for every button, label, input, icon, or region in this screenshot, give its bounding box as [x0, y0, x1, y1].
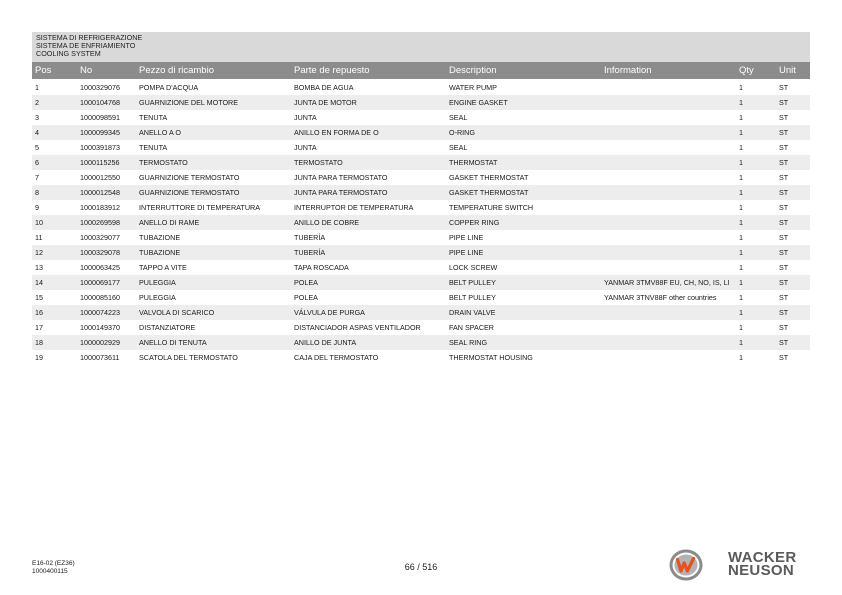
cell-qty: 1: [739, 248, 743, 257]
cell-pos: 10: [35, 218, 43, 227]
cell-spanish: POLEA: [294, 293, 318, 302]
cell-unit: ST: [779, 353, 789, 362]
cell-italian: PULEGGIA: [139, 278, 176, 287]
cell-information: YANMAR 3TMV88F EU, CH, NO, IS, LI: [604, 278, 730, 287]
cell-spanish: TUBERÍA: [294, 233, 326, 242]
cell-pos: 8: [35, 188, 39, 197]
cell-unit: ST: [779, 83, 789, 92]
cell-pos: 19: [35, 353, 43, 362]
cell-description: THERMOSTAT: [449, 158, 498, 167]
cell-pos: 7: [35, 173, 39, 182]
column-header-pos: Pos: [35, 65, 52, 76]
cell-unit: ST: [779, 143, 789, 152]
cell-pos: 4: [35, 128, 39, 137]
cell-unit: ST: [779, 308, 789, 317]
cell-spanish: POLEA: [294, 278, 318, 287]
cell-pos: 17: [35, 323, 43, 332]
table-row: [32, 320, 810, 335]
table-row: [32, 95, 810, 110]
cell-pos: 1: [35, 83, 39, 92]
cell-part-number: 1000085160: [80, 293, 120, 302]
cell-pos: 2: [35, 98, 39, 107]
cell-italian: GUARNIZIONE TERMOSTATO: [139, 188, 240, 197]
cell-qty: 1: [739, 338, 743, 347]
cell-spanish: DISTANCIADOR ASPAS VENTILADOR: [294, 323, 421, 332]
parts-table-body: [32, 80, 810, 365]
cell-qty: 1: [739, 233, 743, 242]
cell-italian: TENUTA: [139, 113, 168, 122]
cell-description: O-RING: [449, 128, 475, 137]
cell-description: BELT PULLEY: [449, 278, 496, 287]
cell-part-number: 1000002929: [80, 338, 120, 347]
cell-unit: ST: [779, 278, 789, 287]
page-number: 66 / 516: [404, 562, 438, 572]
cell-spanish: TERMOSTATO: [294, 158, 343, 167]
cell-part-number: 1000115256: [80, 158, 120, 167]
cell-spanish: JUNTA: [294, 143, 317, 152]
cell-unit: ST: [779, 158, 789, 167]
cell-unit: ST: [779, 323, 789, 332]
cell-italian: PULEGGIA: [139, 293, 176, 302]
cell-italian: ANELLO DI RAME: [139, 218, 200, 227]
cell-description: COPPER RING: [449, 218, 500, 227]
cell-pos: 5: [35, 143, 39, 152]
column-header-unit: Unit: [779, 65, 796, 76]
column-header-description: Description: [449, 65, 497, 76]
cell-italian: ANELLO DI TENUTA: [139, 338, 207, 347]
cell-qty: 1: [739, 278, 743, 287]
cell-pos: 6: [35, 158, 39, 167]
cell-spanish: JUNTA: [294, 113, 317, 122]
cell-pos: 13: [35, 263, 43, 272]
table-row: [32, 140, 810, 155]
cell-part-number: 1000098591: [80, 113, 120, 122]
table-row: [32, 245, 810, 260]
cell-spanish: JUNTA DE MOTOR: [294, 98, 357, 107]
footer-code: E16-02 (EZ36): [32, 560, 75, 567]
logo-line-1: WACKER: [728, 549, 797, 566]
cell-unit: ST: [779, 233, 789, 242]
cell-description: LOCK SCREW: [449, 263, 498, 272]
cell-italian: POMPA D'ACQUA: [139, 83, 199, 92]
cell-spanish: CAJA DEL TERMOSTATO: [294, 353, 379, 362]
cell-description: DRAIN VALVE: [449, 308, 496, 317]
column-header-italian: Pezzo di ricambio: [139, 65, 214, 76]
cell-spanish: VÁLVULA DE PURGA: [294, 308, 365, 317]
cell-unit: ST: [779, 293, 789, 302]
cell-italian: GUARNIZIONE TERMOSTATO: [139, 173, 240, 182]
cell-part-number: 1000099345: [80, 128, 120, 137]
cell-description: PIPE LINE: [449, 248, 484, 257]
cell-description: FAN SPACER: [449, 323, 494, 332]
cell-part-number: 1000063425: [80, 263, 120, 272]
cell-part-number: 1000329076: [80, 83, 120, 92]
cell-qty: 1: [739, 203, 743, 212]
cell-italian: GUARNIZIONE DEL MOTORE: [139, 98, 239, 107]
cell-unit: ST: [779, 98, 789, 107]
table-row: [32, 125, 810, 140]
cell-description: THERMOSTAT HOUSING: [449, 353, 533, 362]
column-header-no: No: [80, 65, 93, 76]
cell-spanish: ANILLO DE JUNTA: [294, 338, 357, 347]
cell-description: SEAL RING: [449, 338, 488, 347]
cell-description: BELT PULLEY: [449, 293, 496, 302]
cell-qty: 1: [739, 173, 743, 182]
cell-part-number: 1000104768: [80, 98, 120, 107]
wacker-neuson-logo: [728, 551, 796, 577]
cell-part-number: 1000183912: [80, 203, 120, 212]
cell-spanish: TAPA ROSCADA: [294, 263, 349, 272]
table-row: [32, 350, 810, 365]
cell-unit: ST: [779, 218, 789, 227]
cell-qty: 1: [739, 263, 743, 272]
column-header-information: Information: [604, 65, 652, 76]
cell-italian: ANELLO A O: [139, 128, 181, 137]
cell-italian: TUBAZIONE: [139, 248, 181, 257]
cell-pos: 15: [35, 293, 43, 302]
cell-unit: ST: [779, 188, 789, 197]
cell-part-number: 1000329078: [80, 248, 120, 257]
cell-qty: 1: [739, 323, 743, 332]
cell-italian: TAPPO A VITE: [139, 263, 187, 272]
wacker-neuson-w-icon: [668, 548, 704, 587]
cell-qty: 1: [739, 218, 743, 227]
column-header-qty: Qty: [739, 65, 754, 76]
cell-qty: 1: [739, 353, 743, 362]
table-row: [32, 155, 810, 170]
cell-spanish: ANILLO EN FORMA DE O: [294, 128, 379, 137]
section-title-bar: [32, 32, 810, 62]
cell-qty: 1: [739, 83, 743, 92]
cell-italian: DISTANZIATORE: [139, 323, 196, 332]
cell-qty: 1: [739, 158, 743, 167]
cell-qty: 1: [739, 143, 743, 152]
table-row: [32, 215, 810, 230]
cell-part-number: 1000073611: [80, 353, 120, 362]
cell-spanish: JUNTA PARA TERMOSTATO: [294, 188, 388, 197]
cell-spanish: JUNTA PARA TERMOSTATO: [294, 173, 388, 182]
cell-description: TEMPERATURE SWITCH: [449, 203, 534, 212]
cell-italian: TERMOSTATO: [139, 158, 188, 167]
cell-part-number: 1000069177: [80, 278, 120, 287]
cell-description: SEAL: [449, 113, 468, 122]
cell-description: ENGINE GASKET: [449, 98, 508, 107]
table-row: [32, 185, 810, 200]
cell-unit: ST: [779, 173, 789, 182]
cell-part-number: 1000149370: [80, 323, 120, 332]
table-row: [32, 305, 810, 320]
cell-part-number: 1000012548: [80, 188, 120, 197]
cell-description: SEAL: [449, 143, 468, 152]
cell-unit: ST: [779, 113, 789, 122]
table-row: [32, 275, 810, 290]
cell-pos: 18: [35, 338, 43, 347]
table-row: [32, 335, 810, 350]
section-title-english: COOLING SYSTEM: [36, 49, 101, 58]
logo-line-2: NEUSON: [728, 562, 794, 579]
table-header: [32, 62, 810, 79]
cell-unit: ST: [779, 338, 789, 347]
cell-description: PIPE LINE: [449, 233, 484, 242]
cell-qty: 1: [739, 293, 743, 302]
table-row: [32, 110, 810, 125]
table-row: [32, 200, 810, 215]
section-title-italian: SISTEMA DI REFRIGERAZIONE: [36, 33, 143, 42]
cell-pos: 16: [35, 308, 43, 317]
cell-unit: ST: [779, 128, 789, 137]
cell-pos: 3: [35, 113, 39, 122]
cell-part-number: 1000329077: [80, 233, 120, 242]
cell-spanish: INTERRUPTOR DE TEMPERATURA: [294, 203, 414, 212]
cell-information: YANMAR 3TNV88F other countries: [604, 293, 717, 302]
cell-italian: TENUTA: [139, 143, 168, 152]
table-row: [32, 230, 810, 245]
cell-unit: ST: [779, 203, 789, 212]
cell-italian: TUBAZIONE: [139, 233, 181, 242]
cell-pos: 12: [35, 248, 43, 257]
cell-description: WATER PUMP: [449, 83, 497, 92]
cell-italian: VALVOLA DI SCARICO: [139, 308, 215, 317]
cell-pos: 9: [35, 203, 39, 212]
cell-qty: 1: [739, 113, 743, 122]
cell-part-number: 1000012550: [80, 173, 120, 182]
cell-spanish: TUBERÍA: [294, 248, 326, 257]
column-header-spanish: Parte de repuesto: [294, 65, 370, 76]
cell-part-number: 1000074223: [80, 308, 120, 317]
table-row: [32, 80, 810, 95]
cell-qty: 1: [739, 98, 743, 107]
section-title-spanish: SISTEMA DE ENFRIAMIENTO: [36, 41, 136, 50]
footer-doc-number: 1000400115: [32, 567, 68, 575]
table-row: [32, 290, 810, 305]
cell-unit: ST: [779, 263, 789, 272]
cell-spanish: ANILLO DE COBRE: [294, 218, 360, 227]
cell-part-number: 1000391873: [80, 143, 120, 152]
cell-part-number: 1000269598: [80, 218, 120, 227]
cell-description: GASKET THERMOSTAT: [449, 188, 529, 197]
cell-pos: 11: [35, 233, 43, 242]
cell-unit: ST: [779, 248, 789, 257]
cell-qty: 1: [739, 308, 743, 317]
table-row: [32, 260, 810, 275]
table-row: [32, 170, 810, 185]
cell-qty: 1: [739, 128, 743, 137]
cell-italian: INTERRUTTORE DI TEMPERATURA: [139, 203, 260, 212]
cell-spanish: BOMBA DE AGUA: [294, 83, 354, 92]
cell-description: GASKET THERMOSTAT: [449, 173, 529, 182]
cell-qty: 1: [739, 188, 743, 197]
cell-italian: SCATOLA DEL TERMOSTATO: [139, 353, 238, 362]
cell-pos: 14: [35, 278, 43, 287]
